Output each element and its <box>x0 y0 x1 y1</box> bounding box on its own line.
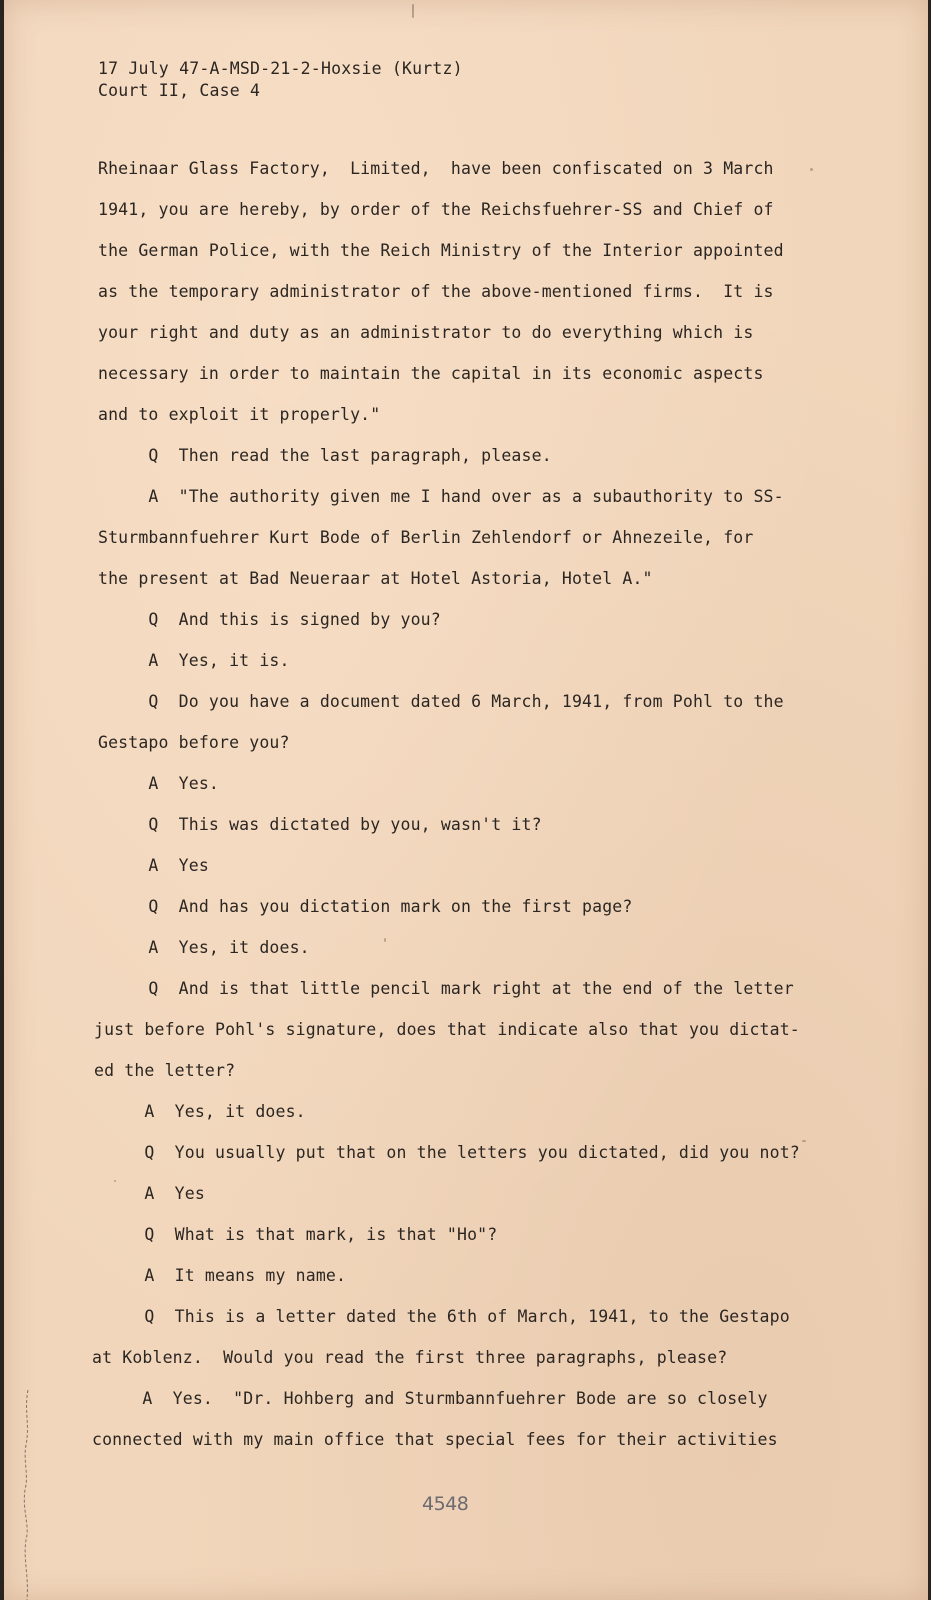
paper-speck <box>810 168 813 171</box>
transcript-line: Q And has you dictation mark on the first page? <box>98 897 633 916</box>
transcript-line: A Yes. <box>98 774 220 793</box>
transcript-line: Q This is a letter dated the 6th of March, 1941, to the Gestapo <box>94 1307 790 1326</box>
paper-speck <box>114 1180 116 1182</box>
transcript-line: Q What is that mark, is that "Ho"? <box>94 1225 498 1244</box>
transcript-line: A Yes. "Dr. Hohberg and Sturmbannfuehrer Bode are so closely <box>92 1389 768 1408</box>
transcript-line: at Koblenz. Would you read the first three paragraphs, please? <box>92 1348 728 1367</box>
transcript-line: A Yes, it does. <box>98 938 310 957</box>
transcript-line: 1941, you are hereby, by order of the Reichsfuehrer-SS and Chief of <box>98 200 774 219</box>
document-header <box>98 58 463 102</box>
transcript-line: just before Pohl's signature, does that indicate also that you dictat- <box>94 1020 800 1039</box>
paper-speck <box>384 938 386 942</box>
header-line-court: Court II, Case 4 <box>98 81 261 100</box>
transcript-line: Q This was dictated by you, wasn't it? <box>98 815 542 834</box>
transcript-line: Q You usually put that on the letters you dictated, did you not? <box>94 1143 800 1162</box>
transcript-line: ed the letter? <box>94 1061 236 1080</box>
transcript-line: as the temporary administrator of the above-mentioned firms. It is <box>98 282 774 301</box>
binding-edge-mark <box>20 1390 34 1600</box>
transcript-line: Q And this is signed by you? <box>98 610 441 629</box>
document-page <box>4 0 928 1600</box>
transcript-line: the German Police, with the Reich Ministry of the Interior appointed <box>98 241 784 260</box>
transcript-line: and to exploit it properly." <box>98 405 381 424</box>
transcript-line: A Yes, it does. <box>94 1102 306 1121</box>
transcript-line: connected with my main office that special fees for their activities <box>92 1430 778 1449</box>
transcript-line: Sturmbannfuehrer Kurt Bode of Berlin Zehlendorf or Ahnezeile, for <box>98 528 754 547</box>
transcript-line: A Yes <box>94 1184 205 1203</box>
transcript-line: A It means my name. <box>94 1266 347 1285</box>
transcript-line: A Yes, it is. <box>98 651 290 670</box>
transcript-line: the present at Bad Neueraar at Hotel Astoria, Hotel A." <box>98 569 653 588</box>
transcript-line: A Yes <box>98 856 209 875</box>
page-number: 4548 <box>422 1493 469 1515</box>
header-line-case-reference: 17 July 47-A-MSD-21-2-Hoxsie (Kurtz) <box>98 59 463 78</box>
transcript-line: Rheinaar Glass Factory, Limited, have been confiscated on 3 March <box>98 159 774 178</box>
transcript-line: Gestapo before you? <box>98 733 290 752</box>
paper-speck <box>802 1140 806 1142</box>
transcript-line: Q And is that little pencil mark right at the end of the letter <box>98 979 794 998</box>
paper-speck <box>412 4 414 18</box>
transcript-line: A "The authority given me I hand over as a subauthority to SS- <box>98 487 784 506</box>
transcript-line: Q Do you have a document dated 6 March, 1941, from Pohl to the <box>98 692 784 711</box>
transcript-line: necessary in order to maintain the capital in its economic aspects <box>98 364 764 383</box>
transcript-line: Q Then read the last paragraph, please. <box>98 446 552 465</box>
transcript-line: your right and duty as an administrator to do everything which is <box>98 323 754 342</box>
